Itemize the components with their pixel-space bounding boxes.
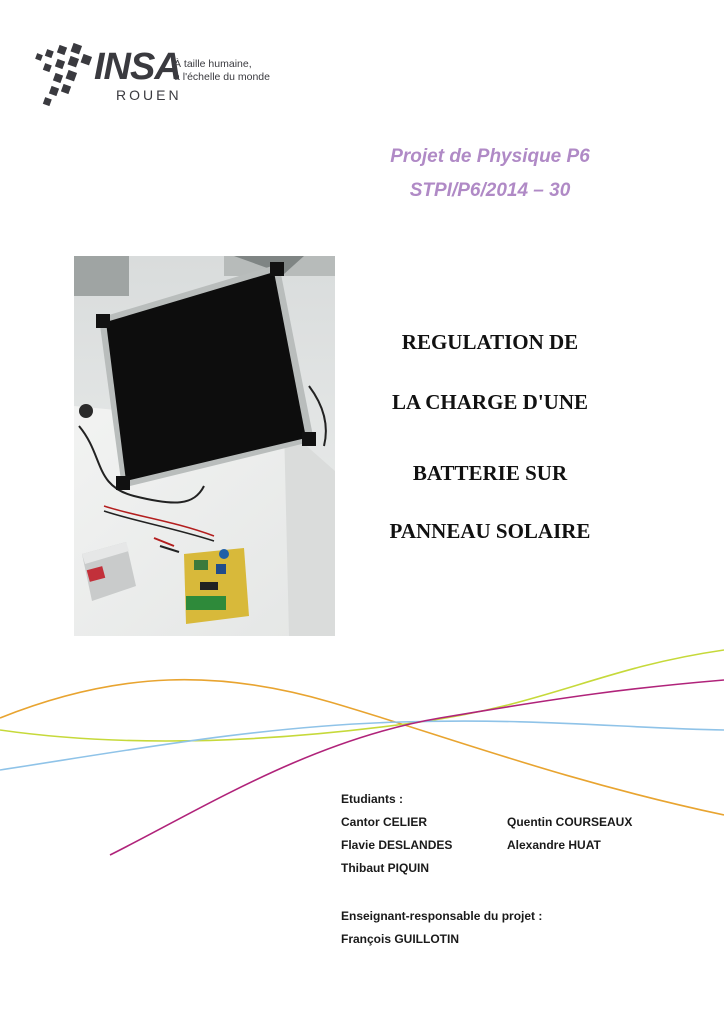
logo-tagline-line-2: à l'échelle du monde [174, 71, 270, 83]
logo-tagline-line-1: À taille humaine, [174, 58, 252, 70]
logo-brand-text: INSA [94, 46, 181, 88]
teacher-label: Enseignant-responsable du projet : [341, 909, 543, 923]
student-name: Quentin COURSEAUX [507, 815, 633, 829]
student-name: Cantor CELIER [341, 815, 428, 829]
students-label: Etudiants : [341, 792, 403, 806]
logo-tagline [174, 58, 270, 84]
title-line-4: PANNEAU SOLAIRE [389, 519, 591, 543]
logo-city-text: ROUEN [116, 87, 182, 103]
title-line-3: BATTERIE SUR [412, 461, 568, 485]
student-name: Flavie DESLANDES [341, 838, 453, 852]
student-name: Thibaut PIQUIN [341, 861, 429, 875]
teacher-name: François GUILLOTIN [341, 932, 460, 946]
cover-photo [74, 256, 335, 636]
curve-lime [0, 650, 724, 741]
title-line-1: REGULATION DE [401, 330, 579, 354]
project-course: Projet de Physique P6 [390, 146, 590, 167]
project-reference: STPI/P6/2014 – 30 [409, 180, 571, 201]
insa-logo [34, 38, 274, 110]
title-line-2: LA CHARGE D'UNE [391, 390, 589, 414]
student-name: Alexandre HUAT [507, 838, 601, 852]
curve-blue [0, 721, 724, 770]
